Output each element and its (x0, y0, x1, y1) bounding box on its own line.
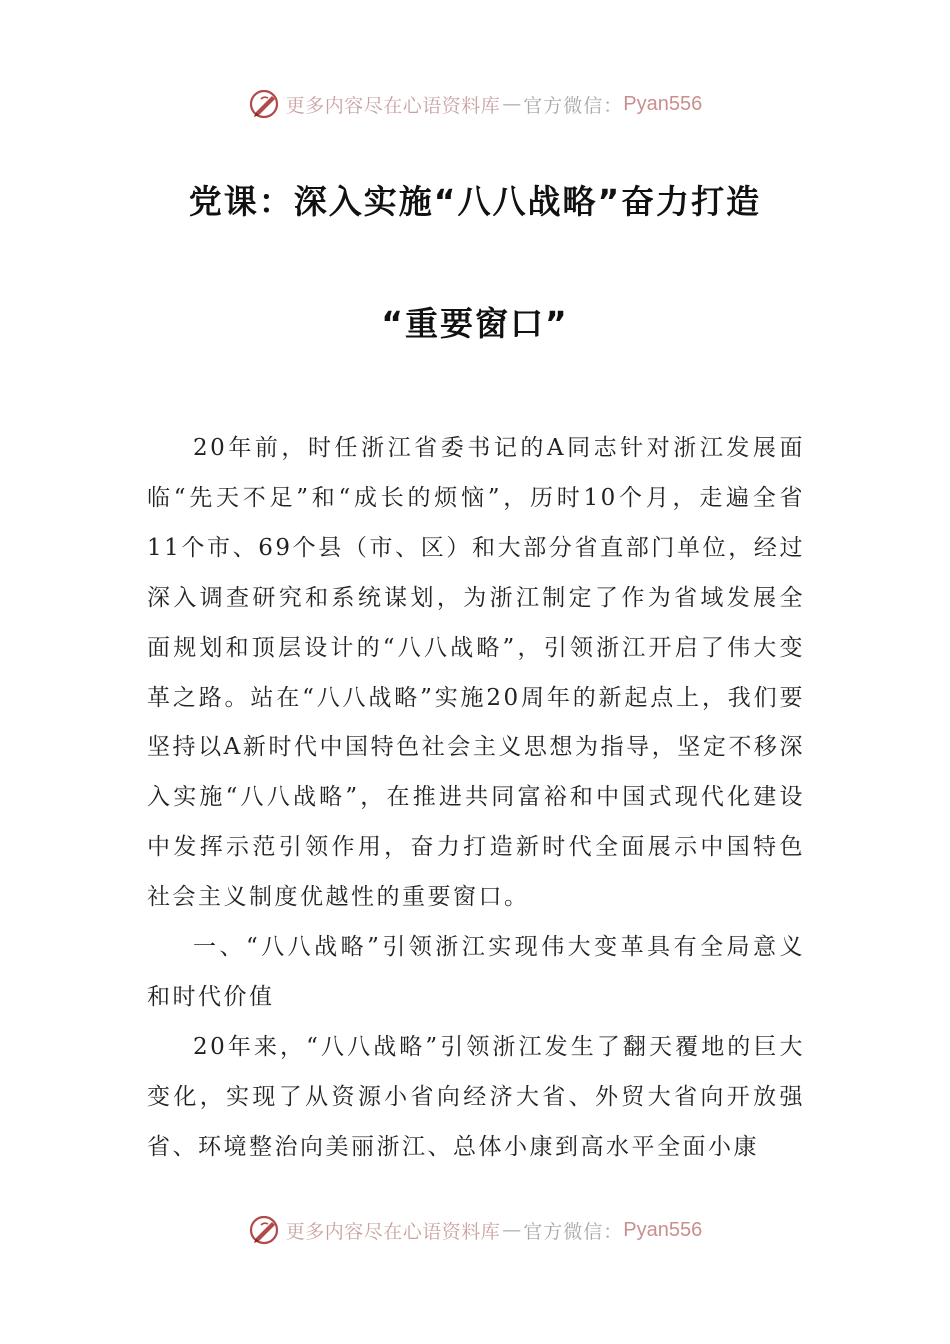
section-heading-1: 一、“八八战略”引领浙江实现伟大变革具有全局意义和时代价值 (147, 934, 805, 1010)
paragraph-intro: 20年前，时任浙江省委书记的A同志针对浙江发展面临“先天不足”和“成长的烦恼”，历时10个月，走遍全省11个市、69个县（市、区）和大部分省直部门单位，经过深入调查研究和系统谋划，为浙江制定了作为省域发展全面规划和顶层设计的“八八战略”，引领浙江开启了伟大变革之路。站在“八八战略”实施20周年的新起点上，我们要坚持以A新时代中国特色社会主义思想为指导，坚定不移深入实施“八八战略”，在推进共同富裕和中国式现代化建设中发挥示范引领作用，奋力打造新时代全面展示中国特色社会主义制度优越性的重要窗口。 (147, 435, 805, 911)
watermark-wechat-id: Pyan556 (623, 92, 703, 115)
watermark-footer (0, 1210, 950, 1250)
watermark-text: 更多内容尽在心语资料库 (285, 94, 501, 117)
pen-logo-icon (248, 1213, 282, 1247)
document-title-line1: 党课：深入实施“八八战略”奋力打造 (188, 182, 762, 221)
document-title-line2: “重要窗口” (381, 304, 569, 343)
document-body (147, 424, 805, 1173)
paragraph-section-1: 20年来，“八八战略”引领浙江发生了翻天覆地的巨大变化，实现了从资源小省向经济大省、外贸大省向开放强省、环境整治向美丽浙江、总体小康到高水平全面小康 (147, 1033, 805, 1160)
watermark-dash: — (502, 93, 522, 115)
watermark-dash: — (502, 1219, 522, 1241)
watermark-text: 更多内容尽在心语资料库 (285, 1220, 501, 1243)
watermark-wechat-label: 官方微信： (523, 1220, 624, 1243)
watermark-header (0, 84, 950, 124)
watermark-wechat-label: 官方微信： (523, 94, 624, 117)
watermark-wechat-id: Pyan556 (623, 1218, 703, 1241)
pen-logo-icon (248, 87, 282, 121)
